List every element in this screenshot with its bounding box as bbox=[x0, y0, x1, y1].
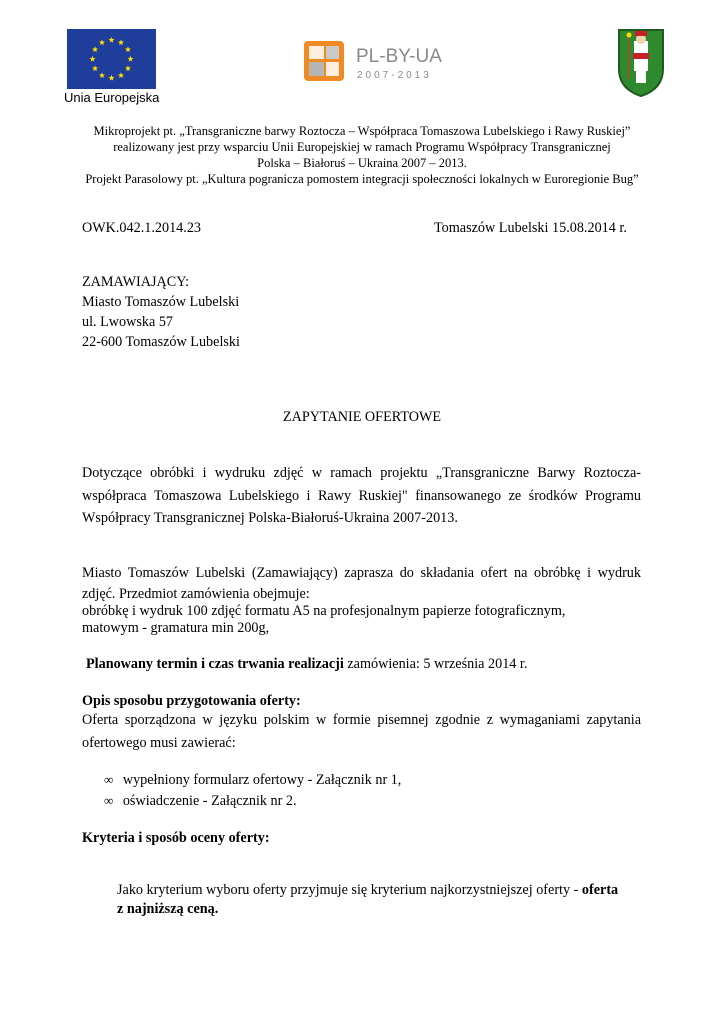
document-title: ZAPYTANIE OFERTOWE bbox=[282, 409, 442, 425]
preparation-heading: Opis sposobu przygotowania oferty: bbox=[82, 693, 301, 709]
deadline-line bbox=[86, 654, 527, 674]
city-crest-logo bbox=[616, 27, 666, 98]
concerning-line: Dotyczące obróbki i wydruku zdjęć w ramach projektu „Transgraniczne Barwy Roztocza- bbox=[82, 465, 641, 481]
criteria-bold-end: oferta bbox=[581, 882, 619, 898]
buyer-line: 22-600 Tomaszów Lubelski bbox=[82, 334, 240, 350]
concerning-line: współpraca Tomaszowa Lubelskiego i Rawy Ruskiej" finansowanego ze środków Programu bbox=[82, 488, 641, 504]
bullet-text: wypełniony formularz ofertowy - Załącznik nr 1, bbox=[122, 772, 402, 788]
bullet-list-item bbox=[104, 770, 401, 790]
intro-line: realizowany jest przy wsparciu Unii Europejskiej w ramach Programu Współpracy Transgranicznej bbox=[113, 140, 611, 154]
deadline-label: Planowany termin i czas trwania realizacji bbox=[86, 656, 344, 672]
criteria-text bbox=[117, 880, 643, 900]
infinity-bullet-icon: ∞ bbox=[104, 772, 114, 787]
criteria-heading: Kryteria i sposób oceny oferty: bbox=[82, 830, 270, 846]
buyer-line: Miasto Tomaszów Lubelski bbox=[82, 294, 240, 310]
buyer-line: ul. Lwowska 57 bbox=[82, 314, 174, 330]
preparation-line: Oferta sporządzona w języku polskim w formie pisemnej zgodnie z wymaganiami zapytania bbox=[82, 712, 641, 728]
invitation-line: Miasto Tomaszów Lubelski (Zamawiający) zaprasza do składania ofert na obróbkę i wydruk bbox=[82, 565, 641, 581]
eu-flag-logo bbox=[67, 29, 156, 89]
criteria-bold-line: z najniższą ceną. bbox=[117, 901, 219, 917]
intro-line: Polska – Białoruś – Ukraina 2007 – 2013. bbox=[257, 156, 467, 170]
bullet-text: oświadczenie - Załącznik nr 2. bbox=[122, 793, 297, 809]
intro-line: Projekt Parasolowy pt. „Kultura pogranicza pomostem integracji społeczności lokalnych w Euroregionie Bug” bbox=[85, 172, 639, 186]
place-date: Tomaszów Lubelski 15.08.2014 r. bbox=[434, 220, 627, 236]
eu-caption: Unia Europejska bbox=[64, 90, 160, 105]
reference-number: OWK.042.1.2014.23 bbox=[82, 220, 202, 236]
invitation-line: zdjęć. Przedmiot zamówienia obejmuje: bbox=[82, 586, 310, 602]
criteria-sentence: Jako kryterium wyboru oferty przyjmuje się kryterium najkorzystniejszej oferty - bbox=[117, 882, 582, 898]
program-logo-years: 2007-2013 bbox=[357, 70, 432, 81]
preparation-line: ofertowego musi zawierać: bbox=[82, 735, 236, 751]
program-logo-title: PL-BY-UA bbox=[356, 46, 442, 67]
deadline-text: zamówienia: 5 września 2014 r. bbox=[343, 656, 528, 672]
bullet-list-item bbox=[104, 791, 297, 811]
program-logo-mark bbox=[304, 41, 344, 81]
invitation-line: obróbkę i wydruk 100 zdjęć formatu A5 na profesjonalnym papierze fotograficznym, bbox=[82, 603, 566, 619]
infinity-bullet-icon: ∞ bbox=[104, 793, 114, 808]
buyer-heading: ZAMAWIAJĄCY: bbox=[82, 274, 190, 290]
intro-line: Mikroprojekt pt. „Transgraniczne barwy Roztocza – Współpraca Tomaszowa Lubelskiego i Rawy Ruskiej” bbox=[93, 124, 631, 138]
program-logo bbox=[304, 41, 449, 85]
concerning-line: Współpracy Transgranicznej Polska-Białoruś-Ukraina 2007-2013. bbox=[82, 510, 458, 526]
invitation-line: matowym - gramatura min 200g, bbox=[82, 620, 270, 636]
